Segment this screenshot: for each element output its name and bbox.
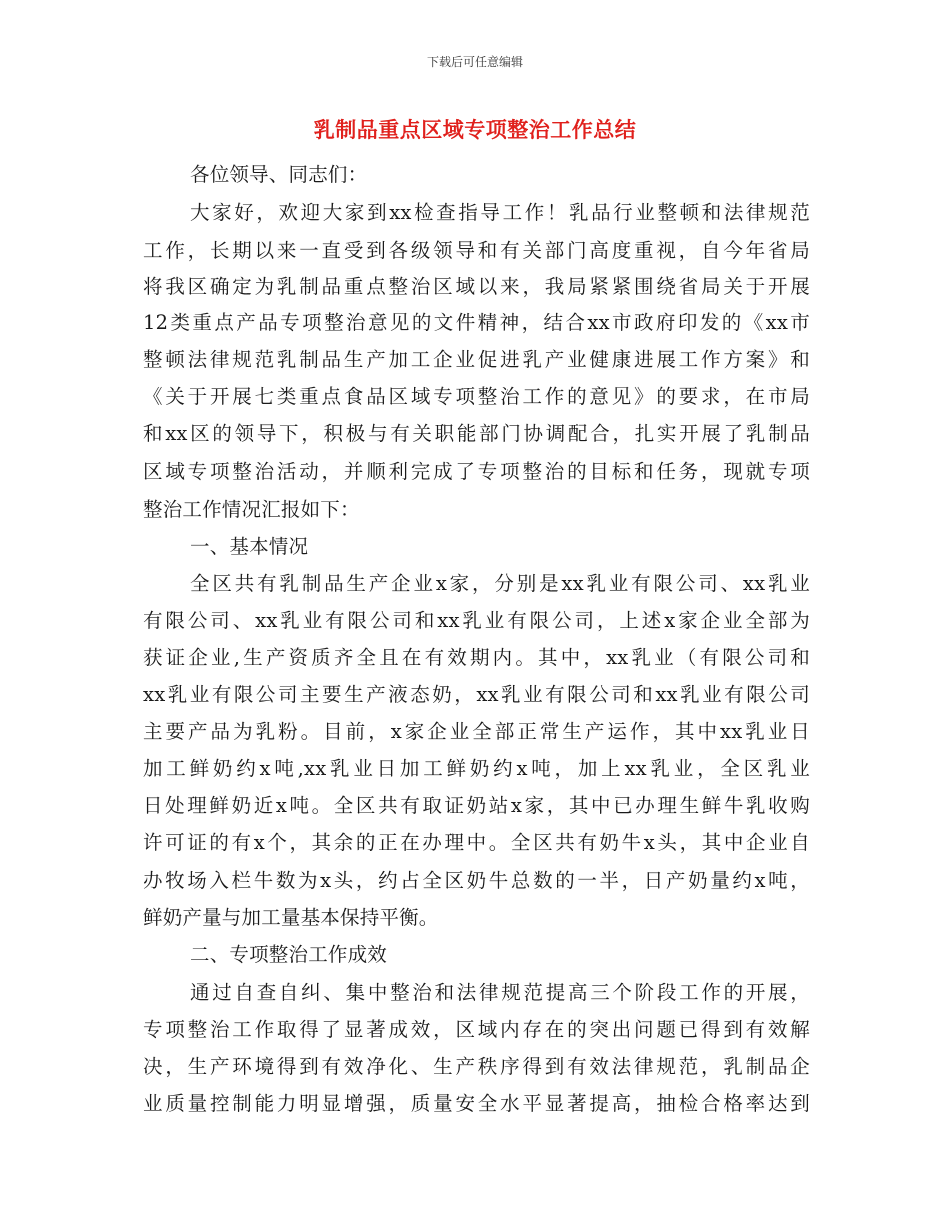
paragraph-line: 整治工作情况汇报如下： xyxy=(143,498,360,521)
section-heading: 二、专项整治工作成效 xyxy=(190,943,388,966)
paragraph-line: 日处理鲜奶近x吨。全区共有取证奶站x家，其中已办理生鲜牛乳收购 xyxy=(143,794,810,817)
page-header: 下载后可任意编辑 xyxy=(426,55,523,69)
paragraph-line: 办牧场入栏牛数为x头，约占全区奶牛总数的一半，日产奶量约x吨， xyxy=(143,869,810,892)
paragraph-line: 将我区确定为乳制品重点整治区域以来，我局紧紧围绕省局关于开展 xyxy=(143,275,810,298)
paragraph-line: 鲜奶产量与加工量基本保持平衡。 xyxy=(143,906,439,929)
paragraph-line: 全区共有乳制品生产企业x家，分别是xx乳业有限公司、xx乳业 xyxy=(190,572,810,595)
paragraph-line: xx乳业有限公司主要生产液态奶，xx乳业有限公司和xx乳业有限公司 xyxy=(143,683,810,706)
paragraph-line: 决，生产环境得到有效净化、生产秩序得到有效法律规范，乳制品企 xyxy=(143,1055,810,1078)
paragraph-line: 大家好，欢迎大家到xx检查指导工作！乳品行业整顿和法律规范 xyxy=(190,201,810,224)
paragraph-line: 业质量控制能力明显增强，质量安全水平显著提高，抽检合格率达到 xyxy=(143,1092,810,1115)
paragraph-line: 获证企业,生产资质齐全且在有效期内。其中，xx乳业（有限公司和 xyxy=(143,646,810,669)
paragraph-line: 区域专项整治活动，并顺利完成了专项整治的目标和任务，现就专项 xyxy=(143,460,810,483)
paragraph-line: 《关于开展七类重点食品区域专项整治工作的意见》的要求，在市局 xyxy=(143,385,810,408)
section-heading: 一、基本情况 xyxy=(190,535,309,558)
paragraph-line: 主要产品为乳粉。目前，x家企业全部正常生产运作，其中xx乳业日 xyxy=(143,720,810,743)
paragraph-line: 12类重点产品专项整治意见的文件精神，结合xx市政府印发的《xx市 xyxy=(143,311,810,334)
document-title: 乳制品重点区域专项整治工作总结 xyxy=(313,118,637,142)
paragraph-line: 工作，长期以来一直受到各级领导和有关部门高度重视，自今年省局 xyxy=(143,239,810,262)
paragraph-line: 许可证的有x个，其余的正在办理中。全区共有奶牛x头，其中企业自 xyxy=(143,831,810,854)
paragraph-line: 专项整治工作取得了显著成效，区域内存在的突出问题已得到有效解 xyxy=(143,1018,810,1041)
paragraph-line: 和xx区的领导下，积极与有关职能部门协调配合，扎实开展了乳制品 xyxy=(143,422,810,445)
salutation-line: 各位领导、同志们： xyxy=(190,163,368,186)
paragraph-line: 加工鲜奶约x吨,xx乳业日加工鲜奶约x吨，加上xx乳业，全区乳业 xyxy=(143,757,810,780)
paragraph-line: 通过自查自纠、集中整治和法律规范提高三个阶段工作的开展， xyxy=(190,981,810,1004)
paragraph-line: 整顿法律规范乳制品生产加工企业促进乳产业健康进展工作方案》和 xyxy=(143,348,810,371)
paragraph-line: 有限公司、xx乳业有限公司和xx乳业有限公司，上述x家企业全部为 xyxy=(143,609,810,632)
